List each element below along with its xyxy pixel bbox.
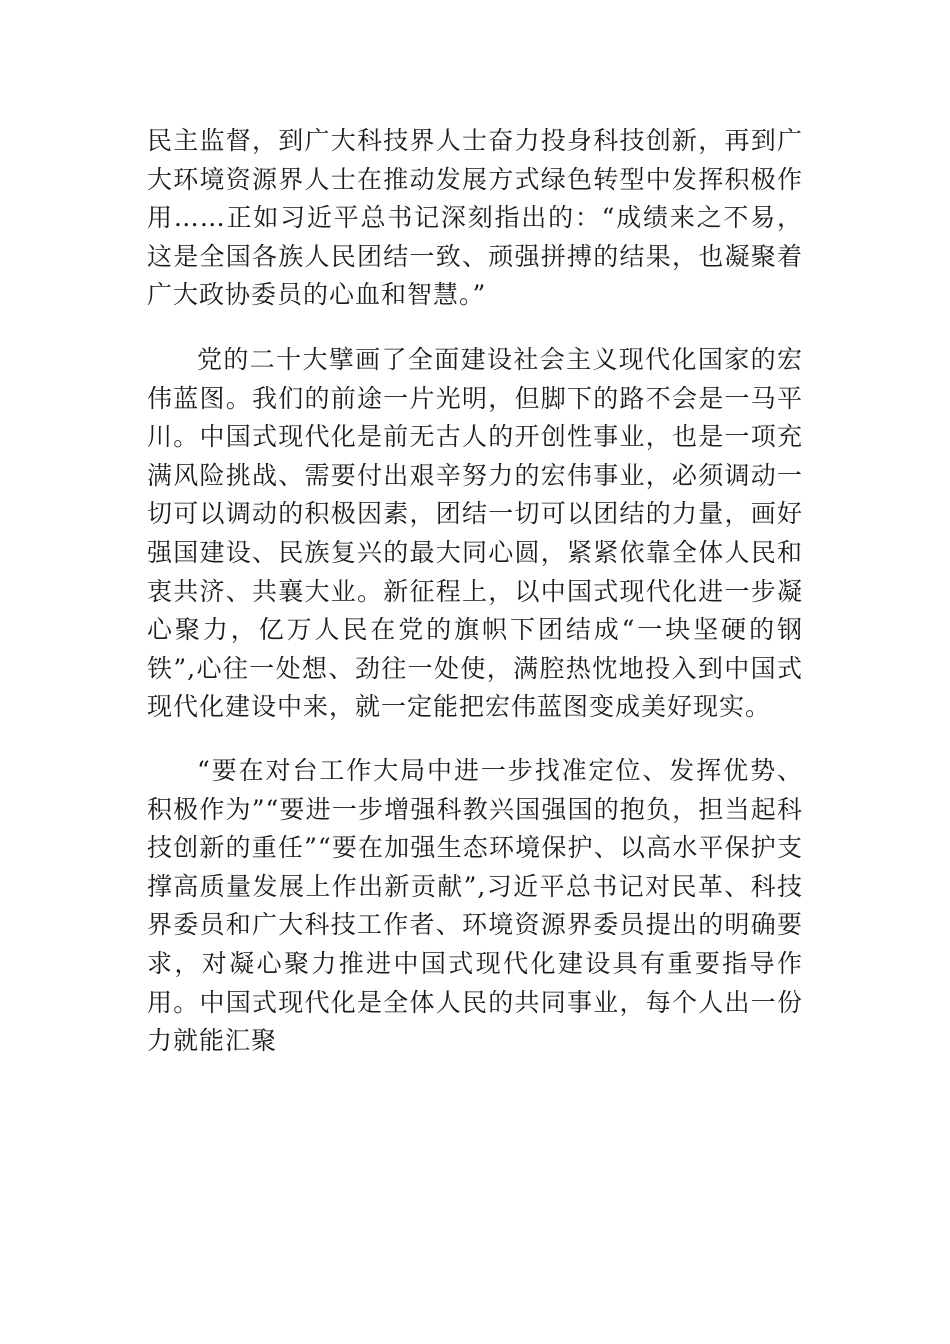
paragraph-text: 党的二十大擘画了全面建设社会主义现代化国家的宏伟蓝图。我们的前途一片光明，但脚下的路不会是一马平川。中国式现代化是前无古人的开创性事业，也是一项充满风险挑战、需要付出艰辛努力的宏伟事业，必须调动一切可以调动的积极因素，团结一切可以团结的力量，画好强国建设、民族复兴的最大同心圆，紧紧依靠全体人民和衷共济、共襄大业。新征程上，以中国式现代化进一步凝心聚力，亿万人民在党的旗帜下团结成“一块坚硬的钢铁”,心往一处想、劲往一处使，满腔热忱地投入到中国式现代化建设中来，就一定能把宏伟蓝图变成美好现实。 (147, 345, 803, 722)
paragraph-requirements (147, 752, 803, 1061)
paragraph-text: “要在对台工作大局中进一步找准定位、发挥优势、积极作为”“要进一步增强科教兴国强国的抱负，担当起科技创新的重任”“要在加强生态环境保护、以高水平保护支撑高质量发展上作出新贡献”,习近平总书记对民革、科技界委员和广大科技工作者、环境资源界委员提出的明确要求，对凝心聚力推进中国式现代化建设具有重要指导作用。中国式现代化是全体人民的共同事业，每个人出一份力就能汇聚 (147, 756, 803, 1056)
paragraph-blueprint (147, 341, 803, 727)
paragraph-text: 民主监督，到广大科技界人士奋力投身科技创新，再到广大环境资源界人士在推动发展方式绿色转型中发挥积极作用……正如习近平总书记深刻指出的：“成绩来之不易，这是全国各族人民团结一致、顽强拼搏的结果，也凝聚着广大政协委员的心血和智慧。” (147, 126, 803, 310)
paragraph-continued (147, 122, 803, 315)
